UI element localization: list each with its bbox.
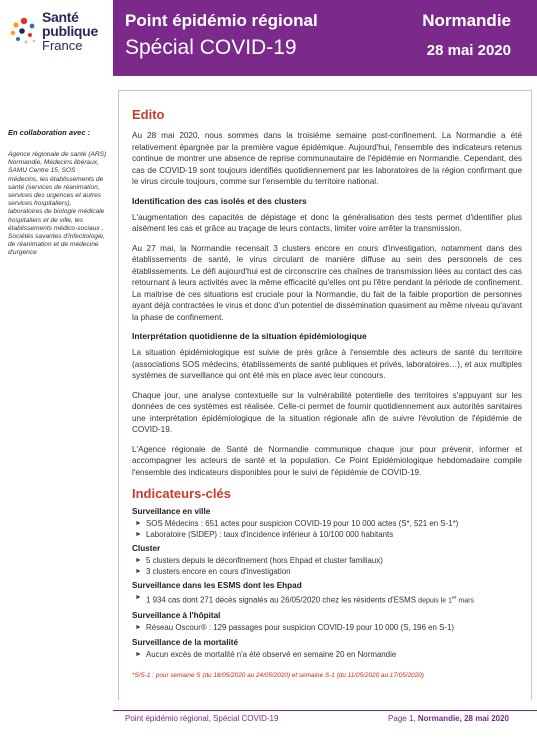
header-region: Normandie xyxy=(422,11,511,30)
list-item xyxy=(132,623,522,634)
indicator-text: Aucun excès de mortalité n'a été observé en semaine 20 en Normandie xyxy=(146,649,397,659)
footer-right-text xyxy=(388,714,509,723)
edito-paragraph-6: L'Agence régionale de Santé de Normandie communique chaque jour pour prévenir, informer et accompagner les acteurs de santé et la population. Ce Point Epidémiologique hebdomadaire compile l'ensemble des indicateurs disponibles pour le suivi de l'épidémie de COVID-19. xyxy=(132,444,522,477)
edito-paragraph-1: Au 28 mai 2020, nous sommes dans la troisième semaine post-confinement. La Normandie a été relativement épargnée par la première vague épidémique. Aujourd'hui, l'ensemble des indicateurs retenus continue de montrer une absence de reprise communautaire de l'épidémie en Normandie. Cependant, des cas de COVID-19 sont toujours identifiés quotidiennement par les laboratoires de la région confirmant que le virus circule toujours, comme sur l'ensemble du territoire national. xyxy=(132,131,522,186)
list-item xyxy=(132,519,522,530)
edito-paragraph-5: Chaque jour, une analyse contextuelle sur la vulnérabilité potentielle des territoires s'appuyant sur les données de ces systèmes est réalisée. Celle-ci permet de fournir quotidiennement aux autorités sanitaires une interprétation épidémiologique de la situation régionale afin de suivre l'évolution de l'épidémie de COVID-19. xyxy=(132,390,522,434)
edito-paragraph-4: La situation épidémiologique est suivie de près grâce à l'ensemble des acteurs de santé du territoire (associations SOS médecins, établissements de santé publiques et privés, laboratoires…), et aux multiples systèmes de surveillance qui ont été mis en place avec leur concours. xyxy=(132,348,522,380)
main-content xyxy=(113,76,537,696)
indicator-text: 3 clusters encore en cours d'investigation xyxy=(146,566,291,576)
triangle-bullet-icon: ► xyxy=(135,594,142,601)
page-footer xyxy=(0,700,537,744)
list-item xyxy=(132,650,522,661)
footer-region-date: Normandie, 28 mai 2020 xyxy=(417,714,509,723)
list-item xyxy=(132,556,522,567)
triangle-bullet-icon: ► xyxy=(135,650,142,658)
edito-paragraph-2: L'augmentation des capacités de dépistage et donc la généralisation des tests permet d'identifier plus aisément les cas et grâce au traçage de leurs contacts, limiter voire arrêter la transmission. xyxy=(132,212,522,233)
indicator-text: Réseau Oscour® : 129 passages pour suspicion COVID-19 pour 10 000 (S, 196 en S-1) xyxy=(146,623,455,633)
header-title: Point épidémio régional xyxy=(125,11,318,30)
indicator-category-mortalite: Surveillance de la mortalité xyxy=(132,637,239,647)
logo-line3: France xyxy=(42,38,83,53)
indicator-category-esms: Surveillance dans les ESMS dont les Ehpad xyxy=(132,581,302,590)
list-item xyxy=(132,567,522,578)
collab-title: En collaboration avec : xyxy=(8,128,91,137)
logo-dots-icon xyxy=(10,16,38,46)
indicator-text: 5 clusters depuis le déconfinement (hors Ehpad et cluster familiaux) xyxy=(146,556,383,565)
logo-text xyxy=(42,10,112,53)
edito-subheading-1: Identification des cas isolés et des clusters xyxy=(132,195,307,206)
logo xyxy=(0,0,113,76)
indicator-text: Laboratoire (SIDEP) : taux d'incidence inférieur à 10/100 000 habitants xyxy=(146,529,394,539)
triangle-bullet-icon: ► xyxy=(135,557,142,564)
indicator-category-cluster: Cluster xyxy=(132,544,161,553)
content-frame xyxy=(118,90,532,744)
collab-body: Agence régionale de santé (ARS) Normandie, Médecins libéraux, SAMU Centre 15, SOS médecins, les établissements de santé (services de réanimation, services des urgences et autres services hospitaliers), laboratoires de biologie médicale hospitaliers et de ville, les établissements médico-sociaux , Sociétés savantes d'infectiologie, de réanimation et de médecine d'urgence xyxy=(8,151,107,257)
logo-line2: publique xyxy=(42,23,98,39)
indicators-footnote: *S/S-1 : pour semaine S (du 18/05/2020 au 24/05/2020) et semaine S-1 (du 11/05/2020 au 17/05/2020) xyxy=(132,672,424,680)
indicator-text-tail: depuis le 1 xyxy=(418,597,453,605)
header-date: 28 mai 2020 xyxy=(426,42,511,59)
triangle-bullet-icon: ► xyxy=(135,567,142,575)
triangle-bullet-icon: ► xyxy=(135,520,142,527)
edito-paragraph-3: Au 27 mai, la Normandie recensait 3 clusters encore en cours d'investigation, notamment dans des établissements de santé, le virus circulant de manière diffuse au sein des personnels de ces établissements. Le défi aujourd'hui est de circonscrire ces chaînes de transmission liées au contact des cas retournant à leurs activités avec la même efficacité qu'elles ont pu l'être pendant la période de confinement. La maitrise de ces situations est cruciale pour la Normandie, du fait de la faible proportion de personnes ayant déjà contractées le virus et donc d'un potentiel de dissémination quasiment au même niveau qu'avant la phase de confinement. xyxy=(132,243,522,322)
header-subtitle: Spécial COVID-19 xyxy=(125,36,297,59)
indicator-text: 1 934 cas dont 271 décès signalés au 26/05/2020 chez les résidents d'ESMS xyxy=(146,595,416,605)
indicator-text: SOS Médecins : 651 actes pour suspicion COVID-19 pour 10 000 actes (S*, 521 en S-1*) xyxy=(146,519,459,528)
logo-line1: Santé xyxy=(42,9,79,25)
triangle-bullet-icon: ► xyxy=(135,530,142,538)
indicator-category-ville: Surveillance en ville xyxy=(132,507,211,516)
edito-subheading-2: Interprétation quotidienne de la situation épidémiologique xyxy=(132,331,367,341)
indicator-sup: er xyxy=(452,595,457,601)
footer-page: Page 1, xyxy=(388,714,416,723)
indicator-text-end: mars xyxy=(456,597,474,605)
triangle-bullet-icon: ► xyxy=(135,624,142,632)
header-banner xyxy=(113,0,537,76)
footer-left-text: Point épidémio régional, Spécial COVID-19 xyxy=(125,714,279,723)
list-item xyxy=(132,530,522,541)
content-body xyxy=(132,107,522,679)
page-header xyxy=(0,0,537,76)
edito-heading: Edito xyxy=(132,107,165,122)
sidebar xyxy=(0,76,113,696)
footer-divider xyxy=(113,710,537,711)
list-item xyxy=(132,593,522,607)
indicators-heading: Indicateurs-clés xyxy=(132,486,231,501)
indicator-category-hopital: Surveillance à l'hôpital xyxy=(132,611,221,621)
